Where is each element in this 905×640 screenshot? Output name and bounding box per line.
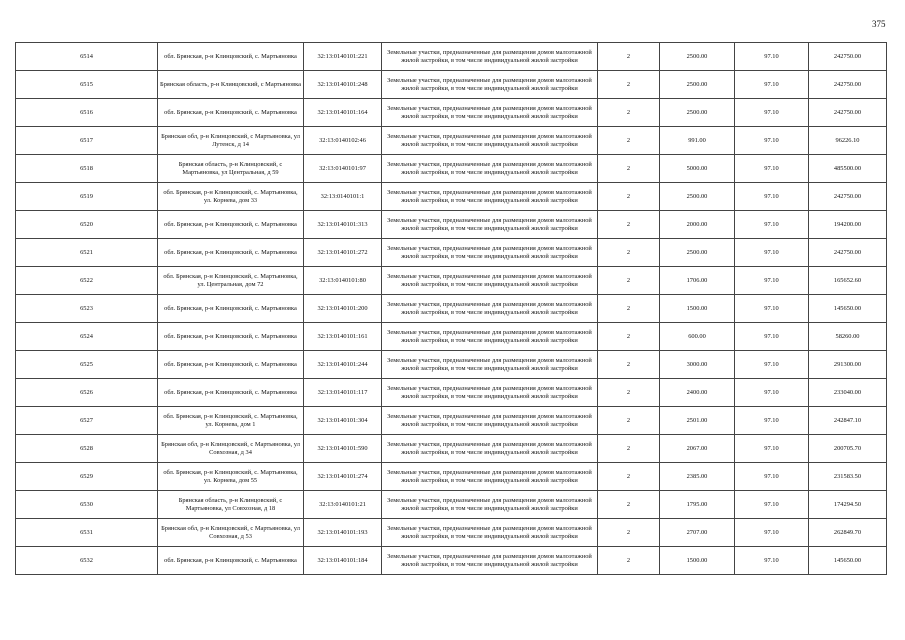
table-row xyxy=(16,491,887,519)
table-row xyxy=(16,127,887,155)
rate-cell: 97.10 xyxy=(735,127,809,155)
group-cell: 2 xyxy=(598,351,660,379)
land-use-description-cell: Земельные участки, предназначенные для размещения домов малоэтажной жилой застройки, в том числе индивидуальной жилой застройки xyxy=(382,127,598,155)
area-cell: 2707.00 xyxy=(660,519,735,547)
group-cell: 2 xyxy=(598,211,660,239)
cadastral-number-cell: 32:13:0140101:313 xyxy=(304,211,382,239)
rate-cell: 97.10 xyxy=(735,351,809,379)
cadastral-value-cell: 174294.50 xyxy=(809,491,887,519)
row-number: 6516 xyxy=(16,99,158,127)
table-row xyxy=(16,463,887,491)
row-number: 6521 xyxy=(16,239,158,267)
cadastral-number-cell: 32:13:0140101:161 xyxy=(304,323,382,351)
address-cell: обл. Брянская, р-н Клинцовский, с. Мартьяновка xyxy=(158,323,304,351)
rate-cell: 97.10 xyxy=(735,379,809,407)
table-row xyxy=(16,239,887,267)
group-cell: 2 xyxy=(598,99,660,127)
rate-cell: 97.10 xyxy=(735,435,809,463)
rate-cell: 97.10 xyxy=(735,491,809,519)
address-cell: обл. Брянская, р-н Клинцовский, с. Мартьяновка xyxy=(158,211,304,239)
cadastral-value-cell: 262849.70 xyxy=(809,519,887,547)
cadastral-number-cell: 32:13:0140101:1 xyxy=(304,183,382,211)
rate-cell: 97.10 xyxy=(735,519,809,547)
rate-cell: 97.10 xyxy=(735,267,809,295)
address-cell: Брянская область, р-н Клинцовский, с Мартьяновка, ул Центральная, д 59 xyxy=(158,155,304,183)
cadastral-number-cell: 32:13:0140101:221 xyxy=(304,43,382,71)
cadastral-number-cell: 32:13:0140101:244 xyxy=(304,351,382,379)
rate-cell: 97.10 xyxy=(735,323,809,351)
row-number: 6515 xyxy=(16,71,158,99)
area-cell: 1795.00 xyxy=(660,491,735,519)
area-cell: 600.00 xyxy=(660,323,735,351)
area-cell: 1706.00 xyxy=(660,267,735,295)
address-cell: обл. Брянская, р-н Клинцовский, с. Мартьяновка xyxy=(158,239,304,267)
group-cell: 2 xyxy=(598,183,660,211)
rate-cell: 97.10 xyxy=(735,155,809,183)
area-cell: 1500.00 xyxy=(660,547,735,575)
cadastral-value-cell: 165652.60 xyxy=(809,267,887,295)
page-number: 375 xyxy=(872,19,886,29)
table-row xyxy=(16,379,887,407)
cadastral-value-cell: 242847.10 xyxy=(809,407,887,435)
land-use-description-cell: Земельные участки, предназначенные для размещения домов малоэтажной жилой застройки, в том числе индивидуальной жилой застройки xyxy=(382,295,598,323)
row-number: 6524 xyxy=(16,323,158,351)
group-cell: 2 xyxy=(598,463,660,491)
area-cell: 2500.00 xyxy=(660,71,735,99)
row-number: 6527 xyxy=(16,407,158,435)
cadastral-value-cell: 242750.00 xyxy=(809,99,887,127)
row-number: 6526 xyxy=(16,379,158,407)
area-cell: 2500.00 xyxy=(660,43,735,71)
land-use-description-cell: Земельные участки, предназначенные для размещения домов малоэтажной жилой застройки, в том числе индивидуальной жилой застройки xyxy=(382,379,598,407)
table-row xyxy=(16,519,887,547)
cadastral-value-cell: 145650.00 xyxy=(809,295,887,323)
group-cell: 2 xyxy=(598,267,660,295)
area-cell: 3000.00 xyxy=(660,351,735,379)
cadastral-number-cell: 32:13:0140101:21 xyxy=(304,491,382,519)
cadastral-number-cell: 32:13:0140101:200 xyxy=(304,295,382,323)
land-use-description-cell: Земельные участки, предназначенные для размещения домов малоэтажной жилой застройки, в том числе индивидуальной жилой застройки xyxy=(382,491,598,519)
cadastral-number-cell: 32:13:0140101:274 xyxy=(304,463,382,491)
table-row xyxy=(16,267,887,295)
group-cell: 2 xyxy=(598,547,660,575)
rate-cell: 97.10 xyxy=(735,43,809,71)
land-use-description-cell: Земельные участки, предназначенные для размещения домов малоэтажной жилой застройки, в том числе индивидуальной жилой застройки xyxy=(382,547,598,575)
area-cell: 2500.00 xyxy=(660,239,735,267)
row-number: 6522 xyxy=(16,267,158,295)
land-use-description-cell: Земельные участки, предназначенные для размещения домов малоэтажной жилой застройки, в том числе индивидуальной жилой застройки xyxy=(382,407,598,435)
address-cell: обл. Брянская, р-н Клинцовский, с. Мартьяновка, ул. Корнева, дом 1 xyxy=(158,407,304,435)
address-cell: обл. Брянская, р-н Клинцовский, с. Мартьяновка xyxy=(158,295,304,323)
land-use-description-cell: Земельные участки, предназначенные для размещения домов малоэтажной жилой застройки, в том числе индивидуальной жилой застройки xyxy=(382,239,598,267)
group-cell: 2 xyxy=(598,323,660,351)
cadastral-number-cell: 32:13:0140101:272 xyxy=(304,239,382,267)
cadastral-value-cell: 291300.00 xyxy=(809,351,887,379)
rate-cell: 97.10 xyxy=(735,183,809,211)
address-cell: обл. Брянская, р-н Клинцовский, с. Мартьяновка xyxy=(158,547,304,575)
area-cell: 2400.00 xyxy=(660,379,735,407)
land-use-description-cell: Земельные участки, предназначенные для размещения домов малоэтажной жилой застройки, в том числе индивидуальной жилой застройки xyxy=(382,71,598,99)
group-cell: 2 xyxy=(598,491,660,519)
row-number: 6530 xyxy=(16,491,158,519)
group-cell: 2 xyxy=(598,239,660,267)
group-cell: 2 xyxy=(598,519,660,547)
land-use-description-cell: Земельные участки, предназначенные для размещения домов малоэтажной жилой застройки, в том числе индивидуальной жилой застройки xyxy=(382,211,598,239)
table-row xyxy=(16,435,887,463)
table-row xyxy=(16,183,887,211)
area-cell: 2500.00 xyxy=(660,99,735,127)
cadastral-number-cell: 32:13:0140101:304 xyxy=(304,407,382,435)
row-number: 6518 xyxy=(16,155,158,183)
rate-cell: 97.10 xyxy=(735,239,809,267)
row-number: 6519 xyxy=(16,183,158,211)
rate-cell: 97.10 xyxy=(735,407,809,435)
land-use-description-cell: Земельные участки, предназначенные для размещения домов малоэтажной жилой застройки, в том числе индивидуальной жилой застройки xyxy=(382,99,598,127)
cadastral-number-cell: 32:13:0140101:117 xyxy=(304,379,382,407)
cadastral-value-cell: 242750.00 xyxy=(809,183,887,211)
area-cell: 5000.00 xyxy=(660,155,735,183)
rate-cell: 97.10 xyxy=(735,463,809,491)
address-cell: Брянская область, р-н Клинцовский, с Мартьяновка, ул Совхозная, д 18 xyxy=(158,491,304,519)
rate-cell: 97.10 xyxy=(735,71,809,99)
land-use-description-cell: Земельные участки, предназначенные для размещения домов малоэтажной жилой застройки, в том числе индивидуальной жилой застройки xyxy=(382,351,598,379)
cadastral-value-cell: 200705.70 xyxy=(809,435,887,463)
group-cell: 2 xyxy=(598,71,660,99)
row-number: 6523 xyxy=(16,295,158,323)
table-row xyxy=(16,323,887,351)
area-cell: 1500.00 xyxy=(660,295,735,323)
group-cell: 2 xyxy=(598,127,660,155)
address-cell: обл. Брянская, р-н Клинцовский, с. Мартьяновка, ул. Центральная, дом 72 xyxy=(158,267,304,295)
cadastral-number-cell: 32:13:0140101:184 xyxy=(304,547,382,575)
rate-cell: 97.10 xyxy=(735,211,809,239)
address-cell: обл. Брянская, р-н Клинцовский, с. Мартьяновка xyxy=(158,43,304,71)
cadastral-number-cell: 32:13:0140101:80 xyxy=(304,267,382,295)
cadastral-value-cell: 233040.00 xyxy=(809,379,887,407)
land-registry-table xyxy=(15,42,887,575)
table-row xyxy=(16,547,887,575)
address-cell: Брянская обл, р-н Клинцовский, с Мартьяновка, ул Совхозная, д 34 xyxy=(158,435,304,463)
address-cell: обл. Брянская, р-н Клинцовский, с. Мартьяновка xyxy=(158,99,304,127)
land-use-description-cell: Земельные участки, предназначенные для размещения домов малоэтажной жилой застройки, в том числе индивидуальной жилой застройки xyxy=(382,463,598,491)
cadastral-number-cell: 32:13:0140102:46 xyxy=(304,127,382,155)
group-cell: 2 xyxy=(598,43,660,71)
cadastral-number-cell: 32:13:0140101:164 xyxy=(304,99,382,127)
cadastral-value-cell: 194200.00 xyxy=(809,211,887,239)
row-number: 6531 xyxy=(16,519,158,547)
area-cell: 991.00 xyxy=(660,127,735,155)
address-cell: обл. Брянская, р-н Клинцовский, с. Мартьяновка xyxy=(158,351,304,379)
cadastral-number-cell: 32:13:0140101:590 xyxy=(304,435,382,463)
land-use-description-cell: Земельные участки, предназначенные для размещения домов малоэтажной жилой застройки, в том числе индивидуальной жилой застройки xyxy=(382,435,598,463)
row-number: 6514 xyxy=(16,43,158,71)
area-cell: 2500.00 xyxy=(660,183,735,211)
group-cell: 2 xyxy=(598,435,660,463)
table-row xyxy=(16,43,887,71)
table-row xyxy=(16,407,887,435)
address-cell: Брянская область, р-н Клинцовский, с Мартьяновка xyxy=(158,71,304,99)
cadastral-value-cell: 231583.50 xyxy=(809,463,887,491)
area-cell: 2501.00 xyxy=(660,407,735,435)
row-number: 6520 xyxy=(16,211,158,239)
table-row xyxy=(16,211,887,239)
group-cell: 2 xyxy=(598,407,660,435)
address-cell: Брянская обл, р-н Клинцовский, с Мартьяновка, ул Совхозная, д 53 xyxy=(158,519,304,547)
table-row xyxy=(16,155,887,183)
rate-cell: 97.10 xyxy=(735,547,809,575)
land-use-description-cell: Земельные участки, предназначенные для размещения домов малоэтажной жилой застройки, в том числе индивидуальной жилой застройки xyxy=(382,323,598,351)
land-use-description-cell: Земельные участки, предназначенные для размещения домов малоэтажной жилой застройки, в том числе индивидуальной жилой застройки xyxy=(382,43,598,71)
group-cell: 2 xyxy=(598,379,660,407)
area-cell: 2385.00 xyxy=(660,463,735,491)
cadastral-number-cell: 32:13:0140101:193 xyxy=(304,519,382,547)
table-row xyxy=(16,351,887,379)
address-cell: обл. Брянская, р-н Клинцовский, с. Мартьяновка, ул. Корнева, дом 55 xyxy=(158,463,304,491)
group-cell: 2 xyxy=(598,155,660,183)
land-use-description-cell: Земельные участки, предназначенные для размещения домов малоэтажной жилой застройки, в том числе индивидуальной жилой застройки xyxy=(382,519,598,547)
cadastral-number-cell: 32:13:0140101:248 xyxy=(304,71,382,99)
cadastral-value-cell: 58260.00 xyxy=(809,323,887,351)
cadastral-value-cell: 485500.00 xyxy=(809,155,887,183)
land-use-description-cell: Земельные участки, предназначенные для размещения домов малоэтажной жилой застройки, в том числе индивидуальной жилой застройки xyxy=(382,267,598,295)
address-cell: обл. Брянская, р-н Клинцовский, с. Мартьяновка, ул. Корнева, дом 33 xyxy=(158,183,304,211)
row-number: 6532 xyxy=(16,547,158,575)
address-cell: Брянская обл, р-н Клинцовский, с Мартьяновка, ул Лутенск, д 14 xyxy=(158,127,304,155)
row-number: 6528 xyxy=(16,435,158,463)
row-number: 6517 xyxy=(16,127,158,155)
rate-cell: 97.10 xyxy=(735,295,809,323)
cadastral-value-cell: 242750.00 xyxy=(809,239,887,267)
table-row xyxy=(16,99,887,127)
address-cell: обл. Брянская, р-н Клинцовский, с. Мартьяновка xyxy=(158,379,304,407)
land-use-description-cell: Земельные участки, предназначенные для размещения домов малоэтажной жилой застройки, в том числе индивидуальной жилой застройки xyxy=(382,183,598,211)
table-row xyxy=(16,295,887,323)
area-cell: 2067.00 xyxy=(660,435,735,463)
row-number: 6525 xyxy=(16,351,158,379)
cadastral-number-cell: 32:13:0140101:97 xyxy=(304,155,382,183)
row-number: 6529 xyxy=(16,463,158,491)
table-row xyxy=(16,71,887,99)
area-cell: 2000.00 xyxy=(660,211,735,239)
cadastral-value-cell: 242750.00 xyxy=(809,43,887,71)
rate-cell: 97.10 xyxy=(735,99,809,127)
cadastral-value-cell: 96226.10 xyxy=(809,127,887,155)
cadastral-value-cell: 145650.00 xyxy=(809,547,887,575)
group-cell: 2 xyxy=(598,295,660,323)
land-use-description-cell: Земельные участки, предназначенные для размещения домов малоэтажной жилой застройки, в том числе индивидуальной жилой застройки xyxy=(382,155,598,183)
cadastral-value-cell: 242750.00 xyxy=(809,71,887,99)
